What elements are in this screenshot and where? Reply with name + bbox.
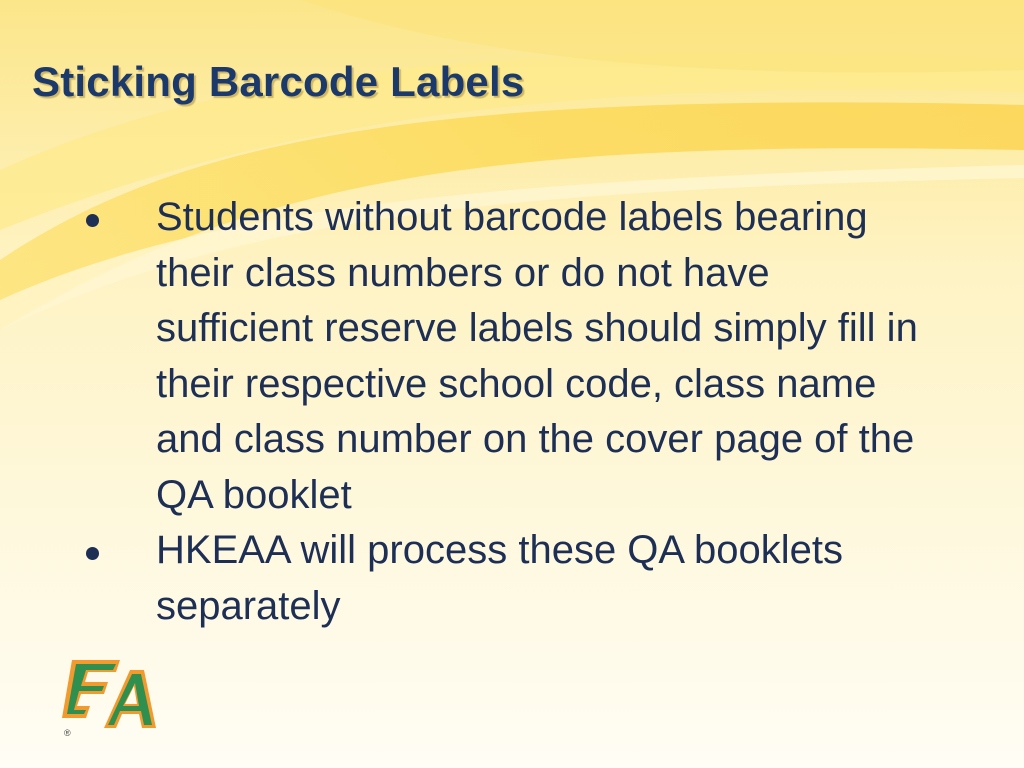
bullet-text: HKEAA will process these QA booklets separately: [156, 528, 843, 628]
bullet-dot-icon: [86, 214, 99, 227]
bullet-item: [86, 523, 946, 634]
bullet-item: [86, 190, 946, 523]
registered-mark: ®: [64, 728, 71, 738]
bullet-dot-icon: [86, 547, 99, 560]
bullet-text: Students without barcode labels bearing their class numbers or do not have sufficient reserve labels should simply fill in their respective school code, class name and class number on the cover page of the QA booklet: [156, 195, 918, 517]
bullet-list: [86, 190, 946, 634]
hkeaa-logo-icon: [58, 650, 162, 740]
slide-title: Sticking Barcode Labels: [32, 58, 525, 105]
